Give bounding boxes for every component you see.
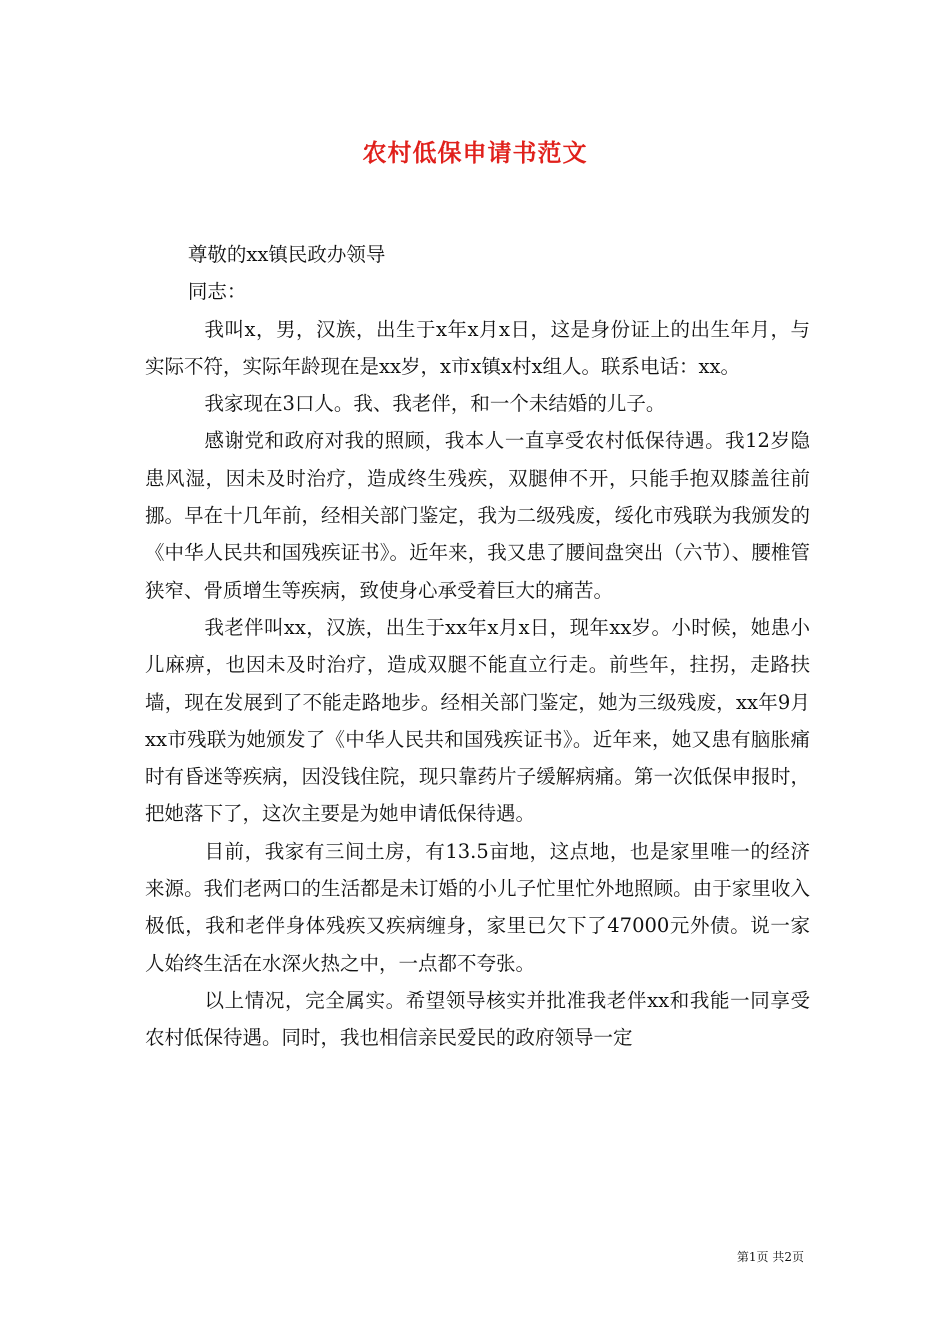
paragraph-3: 感谢党和政府对我的照顾，我本人一直享受农村低保待遇。我12岁隐患风湿，因未及时治疗，造成终生残疾，双腿伸不开，只能手抱双膝盖往前挪。早在十几年前，经相关部门鉴定，我为二级残废，绥化市残联为我颁发的《中华人民共和国残疾证书》。近年来，我又患了腰间盘突出（六节）、腰椎管狭窄、骨质增生等疾病，致使身心承受着巨大的痛苦。 (145, 429, 810, 602)
paragraph-2: 我家现在3口人。我、我老伴，和一个未结婚的儿子。 (204, 392, 666, 416)
page-footer: 第1页 共2页 (736, 1250, 804, 1264)
paragraph-5: 目前，我家有三间土房，有13.5亩地，这点地，也是家里唯一的经济来源。我们老两口的生活都是未订婚的小儿子忙里忙外地照顾。由于家里收入极低，我和老伴身体残疾又疾病缠身，家里已欠下了47000元外债。说一家人始终生活在水深火热之中，一点都不夸张。 (145, 839, 810, 975)
salutation: 尊敬的xx镇民政办领导 (187, 243, 386, 266)
paragraph-4: 我老伴叫xx，汉族，出生于xx年x月x日，现年xx岁。小时候，她患小儿麻痹，也因未及时治疗，造成双腿不能直立行走。前些年，拄拐，走路扶墙，现在发展到了不能走路地步。经相关部门鉴定，她为三级残废，xx年9月xx市残联为她颁发了《中华人民共和国残疾证书》。近年来，她又患有脑胀痛时有昏迷等疾病，因没钱住院，现只靠药片子缓解病痛。第一次低保申报时，把她落下了，这次主要是为她申请低保待遇。 (145, 615, 810, 826)
paragraph-6: 以上情况，完全属实。希望领导核实并批准我老伴xx和我能一同享受农村低保待遇。同时，我也相信亲民爱民的政府领导一定 (145, 988, 810, 1050)
document-body (145, 236, 810, 1057)
paragraph-1: 我叫x，男，汉族，出生于x年x月x日，这是身份证上的出生年月，与实际不符，实际年龄现在是xx岁，x市x镇x村x组人。联系电话：xx。 (145, 317, 810, 378)
document-title: 农村低保申请书范文 (362, 139, 588, 167)
greeting: 同志： (187, 280, 247, 304)
